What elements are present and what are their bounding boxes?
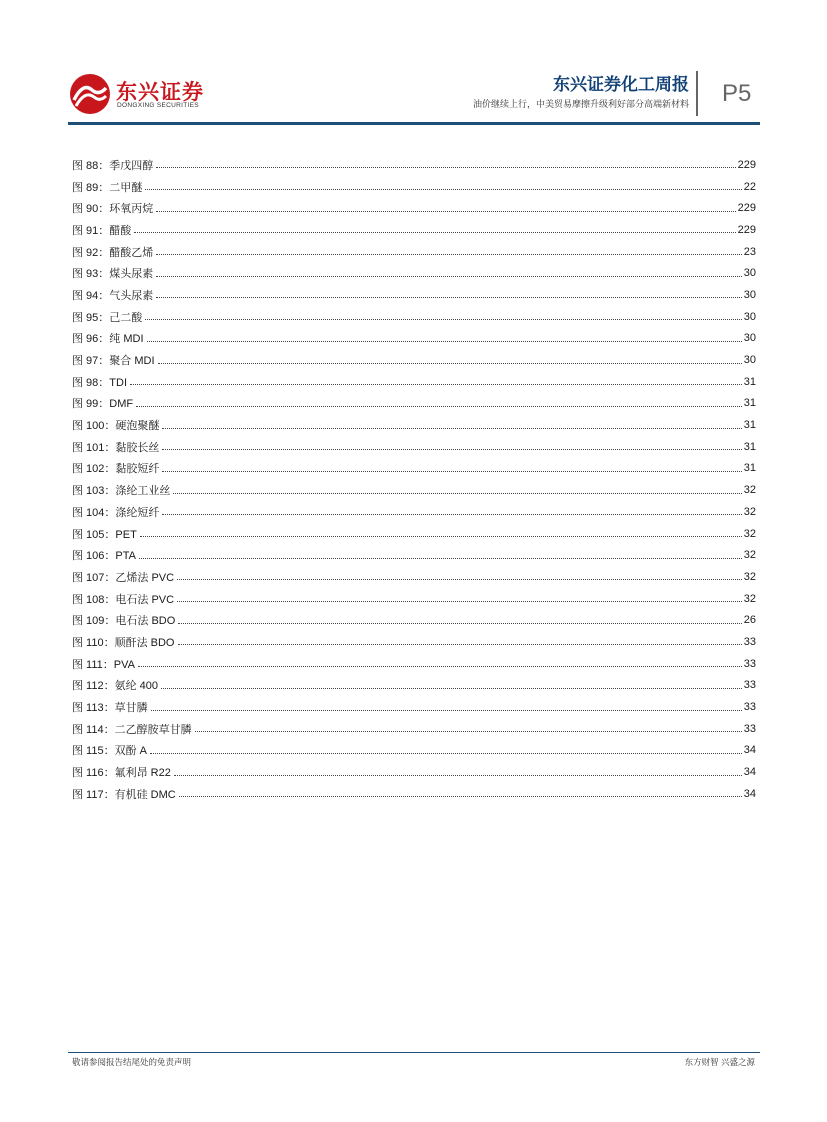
toc-entry-page: 34	[743, 766, 756, 779]
toc-entry-page: 33	[743, 679, 756, 692]
toc-dot-leader	[134, 232, 735, 233]
toc-dot-leader	[145, 319, 741, 320]
toc-entry[interactable]	[72, 458, 756, 480]
toc-entry-page: 32	[743, 527, 756, 540]
toc-entry[interactable]	[72, 696, 756, 718]
toc-entry-page: 33	[743, 635, 756, 648]
toc-entry-label: 图 93：煤头尿素	[72, 265, 155, 281]
toc-entry[interactable]	[72, 284, 756, 306]
dongxing-logo-icon	[68, 72, 112, 116]
toc-entry-label: 图 117：有机硅 DMC	[72, 786, 178, 802]
toc-dot-leader	[156, 254, 741, 255]
toc-entry-page: 32	[743, 549, 756, 562]
report-title: 东兴证券化工周报	[553, 75, 689, 94]
toc-entry-label: 图 88：季戊四醇	[72, 157, 155, 173]
header-rule	[68, 122, 760, 125]
toc-entry-label: 图 116：氟利昂 R22	[72, 764, 173, 780]
toc-entry[interactable]	[72, 436, 756, 458]
toc-entry-page: 31	[743, 375, 756, 388]
toc-entry[interactable]	[72, 783, 756, 805]
logo-english-name: DONGXING SECURITIES	[117, 102, 199, 109]
toc-entry-label: 图 99：DMF	[72, 395, 135, 411]
toc-entry-label: 图 94：气头尿素	[72, 287, 155, 303]
toc-entry[interactable]	[72, 631, 756, 653]
toc-entry-page: 32	[743, 505, 756, 518]
toc-dot-leader	[139, 558, 742, 559]
toc-dot-leader	[156, 211, 735, 212]
toc-entry-page: 32	[743, 484, 756, 497]
toc-entry[interactable]	[72, 241, 756, 263]
toc-entry-page: 30	[743, 267, 756, 280]
toc-entry-page: 30	[743, 288, 756, 301]
toc-entry-page: 32	[743, 570, 756, 583]
toc-entry-label: 图 102：黏胶短纤	[72, 460, 161, 476]
toc-entry-page: 229	[737, 202, 756, 215]
toc-dot-leader	[156, 167, 735, 168]
toc-entry[interactable]	[72, 718, 756, 740]
toc-entry-page: 22	[743, 180, 756, 193]
toc-entry-label: 图 109：电石法 BDO	[72, 612, 177, 628]
toc-entry-label: 图 114：二乙醇胺草甘膦	[72, 721, 194, 737]
toc-dot-leader	[174, 775, 742, 776]
logo-chinese-name: 东兴证券	[116, 81, 204, 104]
footer-rule	[68, 1052, 760, 1053]
toc-entry[interactable]	[72, 501, 756, 523]
toc-dot-leader	[130, 384, 742, 385]
toc-dot-leader	[162, 428, 741, 429]
toc-entry[interactable]	[72, 653, 756, 675]
toc-dot-leader	[177, 579, 742, 580]
toc-entry-label: 图 115：双酚 A	[72, 742, 149, 758]
toc-entry-page: 34	[743, 744, 756, 757]
toc-dot-leader	[195, 731, 742, 732]
toc-dot-leader	[173, 493, 741, 494]
toc-entry-label: 图 89：二甲醚	[72, 179, 144, 195]
toc-entry-label: 图 101：黏胶长丝	[72, 439, 161, 455]
toc-dot-leader	[162, 514, 741, 515]
toc-entry-page: 30	[743, 310, 756, 323]
toc-entry[interactable]	[72, 393, 756, 415]
toc-dot-leader	[156, 297, 741, 298]
toc-entry[interactable]	[72, 328, 756, 350]
footer-slogan: 东方财智 兴盛之源	[684, 1057, 755, 1067]
company-logo	[68, 72, 208, 116]
toc-entry-label: 图 113：草甘膦	[72, 699, 150, 715]
toc-dot-leader	[147, 341, 742, 342]
toc-entry-page: 23	[743, 245, 756, 258]
toc-entry[interactable]	[72, 262, 756, 284]
toc-dot-leader	[162, 449, 741, 450]
toc-dot-leader	[179, 796, 742, 797]
toc-dot-leader	[145, 189, 741, 190]
toc-entry-page: 34	[743, 787, 756, 800]
table-of-figures	[72, 154, 756, 805]
toc-entry-page: 33	[743, 701, 756, 714]
toc-entry[interactable]	[72, 349, 756, 371]
toc-entry-label: 图 111：PVA	[72, 656, 137, 672]
header-divider	[696, 71, 698, 116]
toc-entry-page: 229	[737, 223, 756, 236]
toc-entry-page: 31	[743, 419, 756, 432]
toc-entry[interactable]	[72, 176, 756, 198]
toc-entry[interactable]	[72, 609, 756, 631]
toc-entry-page: 31	[743, 440, 756, 453]
toc-entry-label: 图 92：醋酸乙烯	[72, 244, 155, 260]
toc-dot-leader	[178, 623, 741, 624]
toc-entry-label: 图 104：涤纶短纤	[72, 504, 161, 520]
footer-disclaimer: 敬请参阅报告结尾处的免责声明	[72, 1057, 192, 1067]
toc-entry-page: 30	[743, 332, 756, 345]
toc-entry-label: 图 96：纯 MDI	[72, 330, 146, 346]
toc-entry-page: 32	[743, 592, 756, 605]
toc-dot-leader	[140, 536, 742, 537]
toc-entry-label: 图 110：顺酐法 BDO	[72, 634, 177, 650]
toc-entry[interactable]	[72, 306, 756, 328]
toc-entry-label: 图 91：醋酸	[72, 222, 133, 238]
toc-entry-page: 33	[743, 657, 756, 670]
toc-entry-label: 图 112：氨纶 400	[72, 677, 160, 693]
toc-entry[interactable]	[72, 197, 756, 219]
toc-dot-leader	[162, 471, 741, 472]
toc-entry[interactable]	[72, 566, 756, 588]
toc-dot-leader	[150, 753, 742, 754]
toc-entry-label: 图 95：己二酸	[72, 309, 144, 325]
toc-entry-page: 31	[743, 462, 756, 475]
toc-entry[interactable]	[72, 479, 756, 501]
toc-dot-leader	[177, 601, 742, 602]
toc-entry[interactable]	[72, 523, 756, 545]
toc-entry-label: 图 90：环氧丙烷	[72, 200, 155, 216]
toc-dot-leader	[178, 644, 742, 645]
report-subtitle: 油价继续上行，中美贸易摩擦升级利好部分高端新材料	[472, 99, 689, 109]
toc-entry[interactable]	[72, 414, 756, 436]
toc-entry-label: 图 103：涤纶工业丝	[72, 482, 172, 498]
toc-entry-label: 图 106：PTA	[72, 547, 138, 563]
toc-entry-page: 31	[743, 397, 756, 410]
toc-entry[interactable]	[72, 544, 756, 566]
toc-dot-leader	[156, 276, 741, 277]
toc-entry-label: 图 100：硬泡聚醚	[72, 417, 161, 433]
toc-dot-leader	[136, 406, 742, 407]
toc-entry-label: 图 108：电石法 PVC	[72, 591, 176, 607]
toc-entry[interactable]	[72, 588, 756, 610]
toc-entry[interactable]	[72, 371, 756, 393]
toc-entry-label: 图 107：乙烯法 PVC	[72, 569, 176, 585]
toc-entry-page: 26	[743, 614, 756, 627]
toc-entry-label: 图 97：聚合 MDI	[72, 352, 157, 368]
toc-entry-label: 图 98：TDI	[72, 374, 129, 390]
toc-entry[interactable]	[72, 740, 756, 762]
toc-dot-leader	[138, 666, 742, 667]
toc-dot-leader	[158, 363, 742, 364]
toc-dot-leader	[151, 710, 742, 711]
toc-dot-leader	[161, 688, 742, 689]
toc-entry[interactable]	[72, 675, 756, 697]
toc-entry[interactable]	[72, 154, 756, 176]
toc-entry-page: 229	[737, 158, 756, 171]
page-number: P5	[722, 80, 752, 107]
toc-entry-label: 图 105：PET	[72, 526, 139, 542]
toc-entry[interactable]	[72, 219, 756, 241]
toc-entry-page: 33	[743, 722, 756, 735]
toc-entry-page: 30	[743, 354, 756, 367]
toc-entry[interactable]	[72, 761, 756, 783]
